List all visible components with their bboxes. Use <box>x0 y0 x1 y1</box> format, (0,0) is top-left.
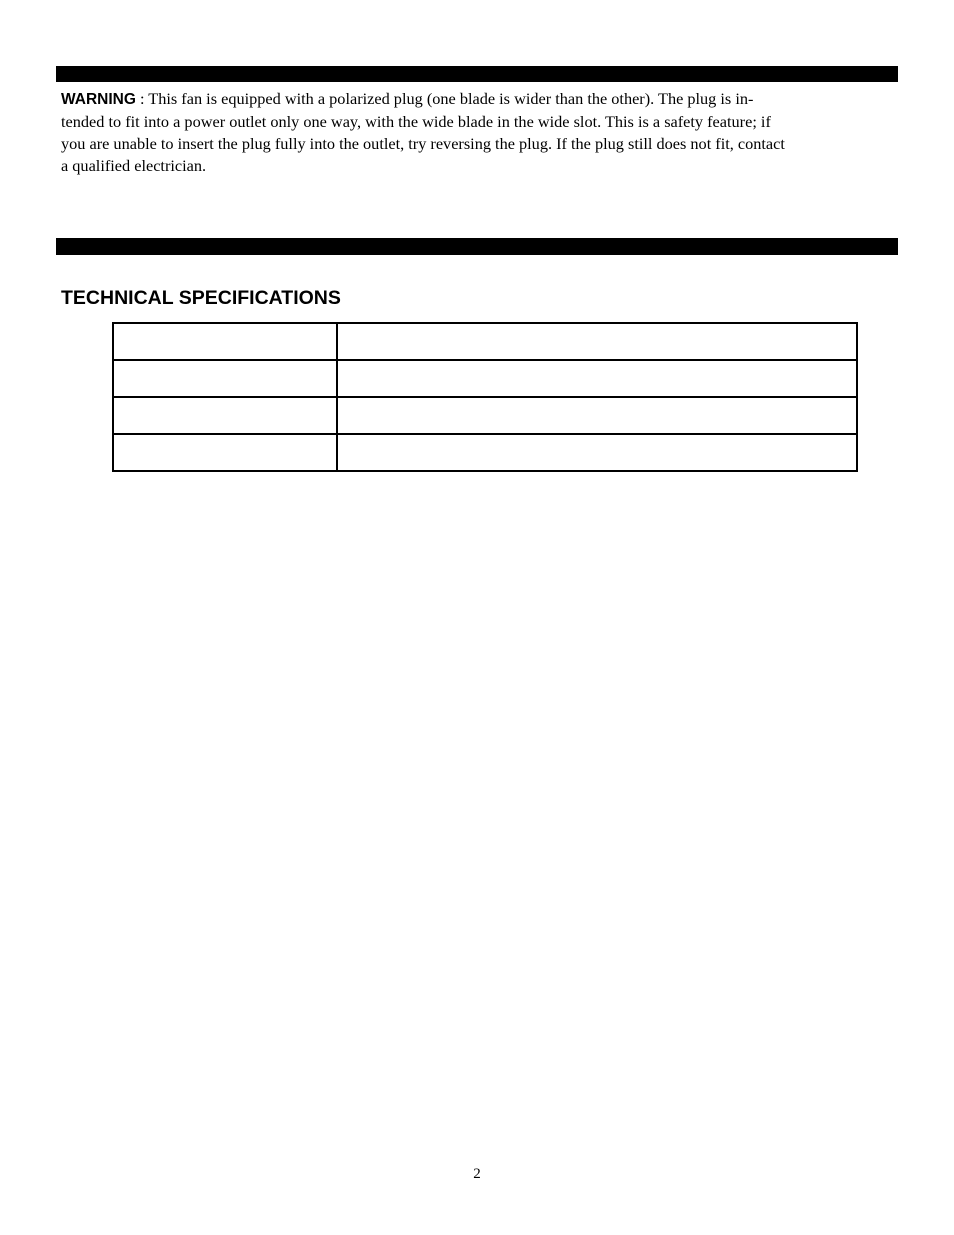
table-row <box>113 434 857 471</box>
top-divider-bar <box>56 66 898 82</box>
technical-specifications-heading: TECHNICAL SPECIFICATIONS <box>61 287 341 309</box>
warning-line: tended to fit into a power outlet only one way, with the wide blade in the wide slot. This is a safety feature; if <box>61 112 771 131</box>
section-divider-bar <box>56 238 898 255</box>
warning-line: : This fan is equipped with a polarized plug (one blade is wider than the other). The plug is in- <box>135 89 754 108</box>
warning-label: WARNING <box>61 91 136 108</box>
page-number: 2 <box>473 1166 481 1182</box>
warning-line: a qualified electrician. <box>61 156 207 175</box>
spec-value-cell <box>337 360 857 397</box>
spec-label-cell <box>113 323 337 360</box>
warning-line: you are unable to insert the plug fully into the outlet, try reversing the plug. If the plug still does not fit, contact <box>61 134 785 153</box>
spec-label-cell <box>113 397 337 434</box>
table-row <box>113 397 857 434</box>
spec-value-cell <box>337 434 857 471</box>
specifications-table <box>112 322 858 472</box>
table-row <box>113 360 857 397</box>
warning-paragraph <box>61 88 897 177</box>
spec-label-cell <box>113 434 337 471</box>
table-row <box>113 323 857 360</box>
spec-value-cell <box>337 323 857 360</box>
spec-label-cell <box>113 360 337 397</box>
spec-value-cell <box>337 397 857 434</box>
